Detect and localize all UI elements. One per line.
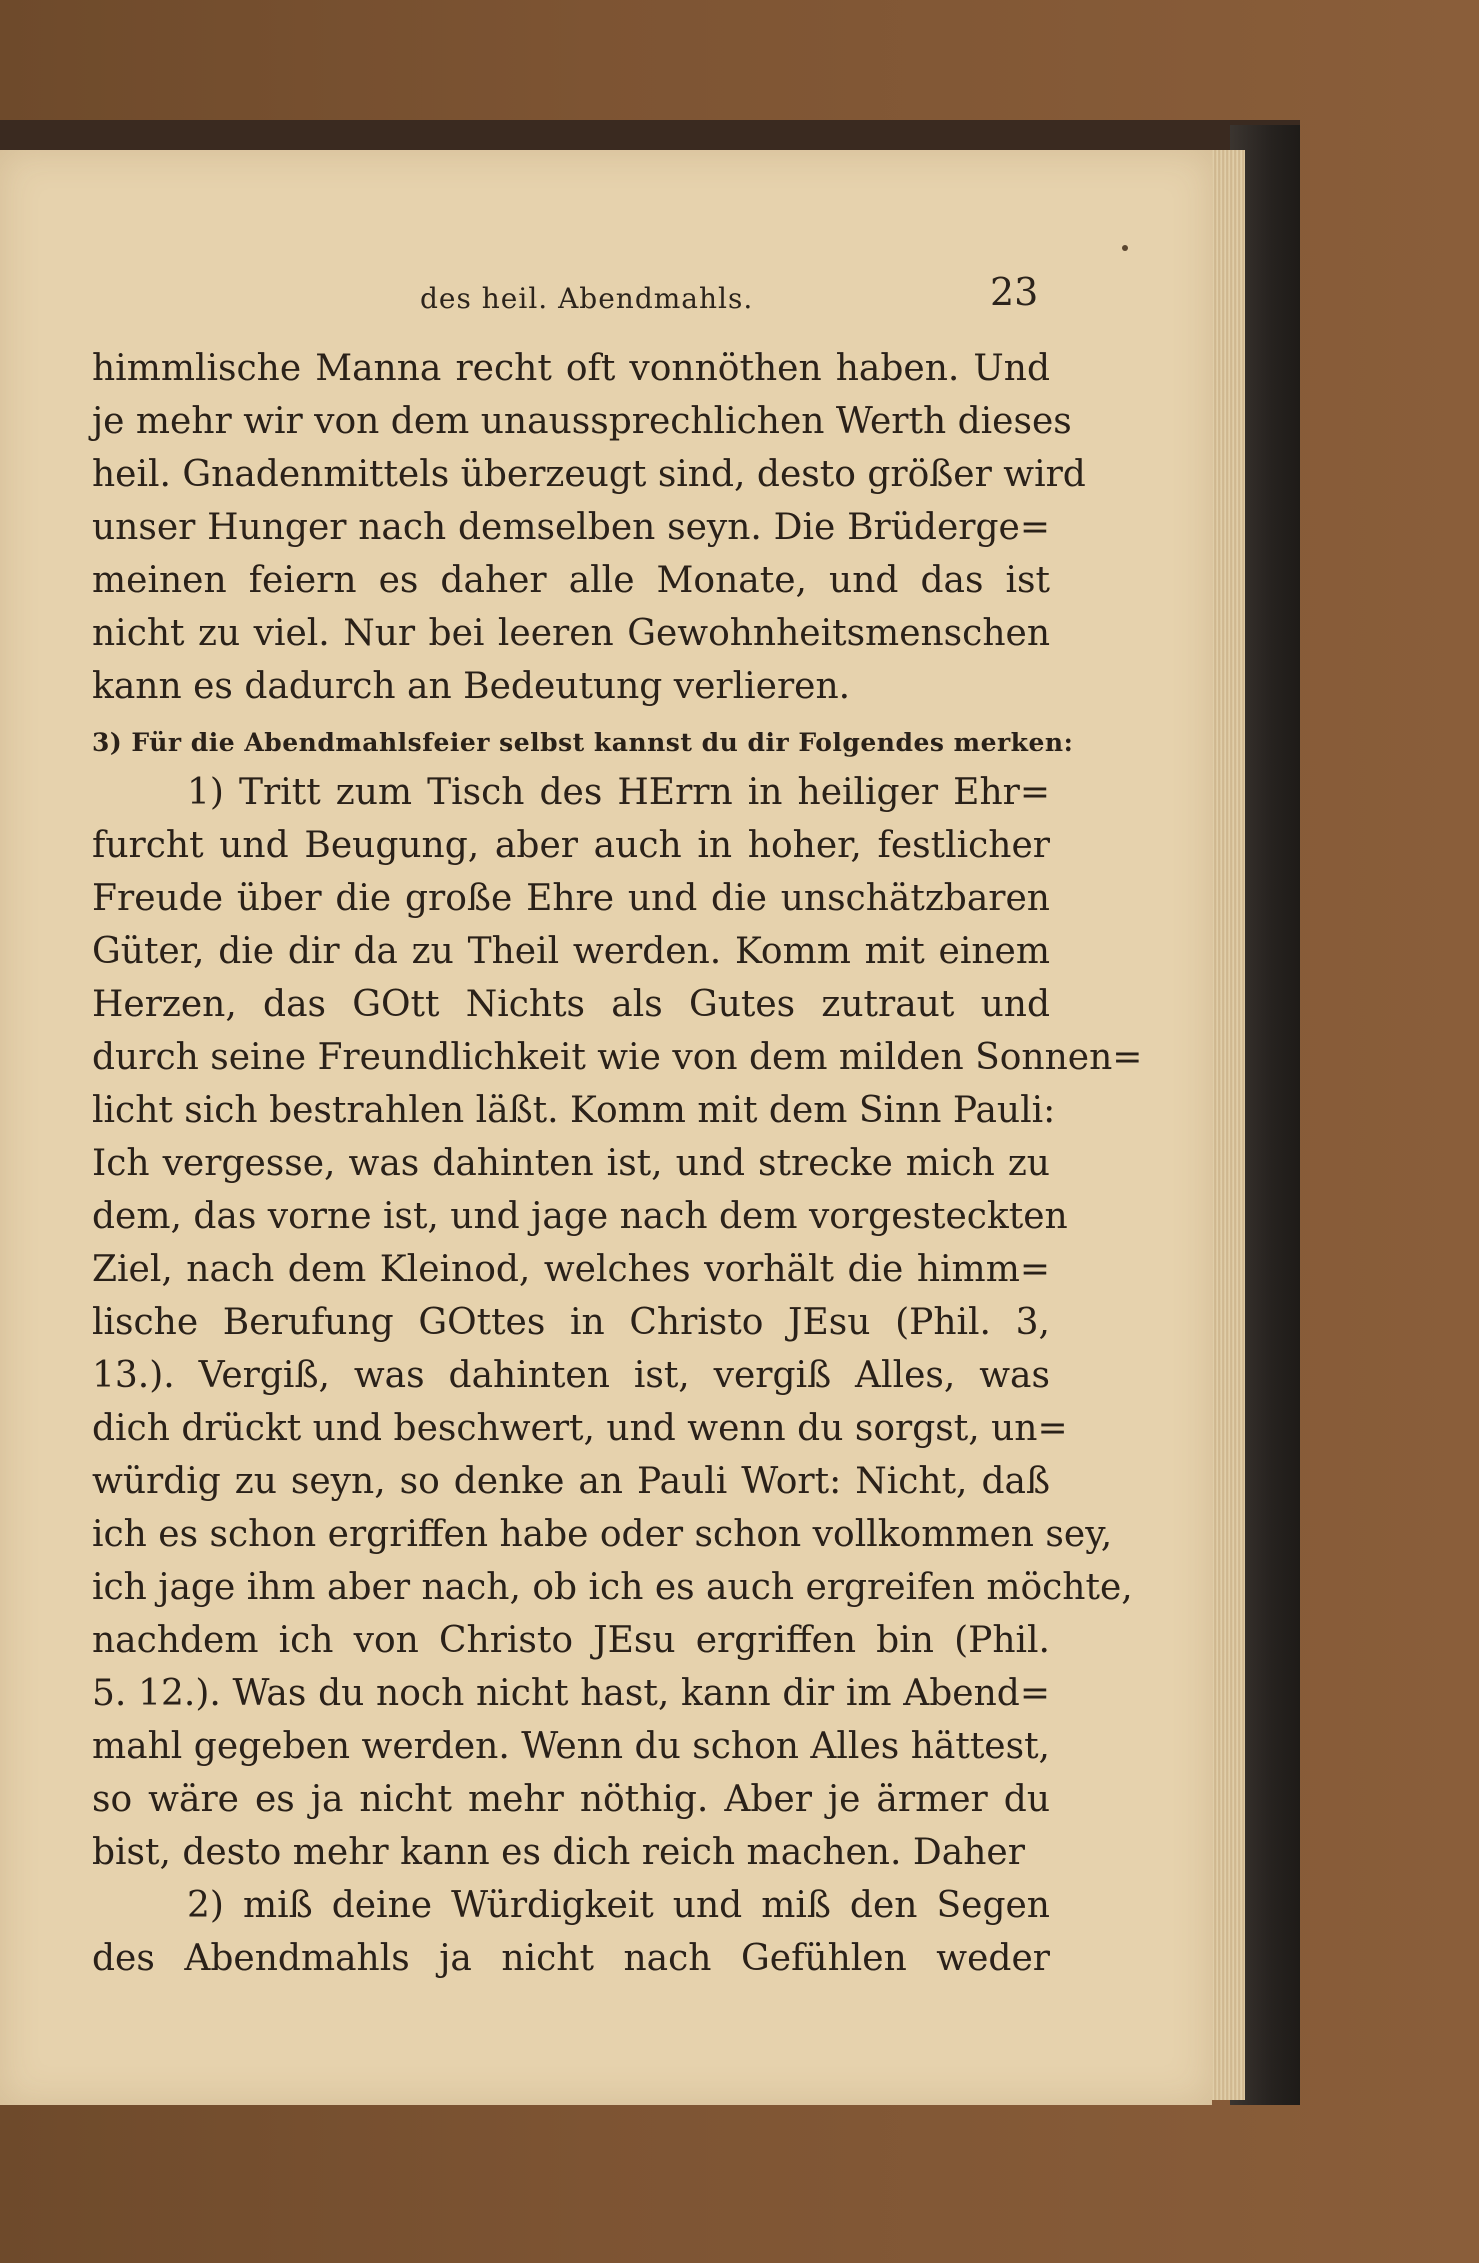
text-line: so wäre es ja nicht mehr nöthig. Aber je ärmer du (92, 1779, 1050, 1820)
text-line: lische Berufung GOttes in Christo JEsu (Phil. 3, (92, 1302, 1050, 1343)
text-line: nachdem ich von Christo JEsu ergriffen bin (Phil. (92, 1620, 1050, 1661)
text-line: Ziel, nach dem Kleinod, welches vorhält die himm= (92, 1249, 1050, 1290)
text-line: je mehr wir von dem unaussprechlichen Werth dieses (92, 401, 1072, 442)
book-cover-top-edge (0, 120, 1300, 150)
text-line: mahl gegeben werden. Wenn du schon Alles hättest, (92, 1726, 1050, 1767)
running-title: des heil. Abendmahls. (420, 282, 754, 315)
text-line: himmlische Manna recht oft vonnöthen haben. Und (92, 348, 1050, 389)
text-line: licht sich bestrahlen läßt. Komm mit dem Sinn Pauli: (92, 1090, 1056, 1131)
text-line: 5. 12.). Was du noch nicht hast, kann dir im Abend= (92, 1673, 1050, 1714)
text-line: Freude über die große Ehre und die unschätzbaren (92, 878, 1050, 919)
text-line: meinen feiern es daher alle Monate, und das ist (92, 560, 1050, 601)
text-line: furcht und Beugung, aber auch in hoher, festlicher (92, 825, 1050, 866)
text-line: dich drückt und beschwert, und wenn du sorgst, un= (92, 1408, 1068, 1449)
text-line: ich es schon ergriffen habe oder schon vollkommen sey, (92, 1514, 1113, 1555)
text-line: Güter, die dir da zu Theil werden. Komm mit einem (92, 931, 1050, 972)
text-line: Ich vergesse, was dahinten ist, und strecke mich zu (92, 1143, 1050, 1184)
text-line: des Abendmahls ja nicht nach Gefühlen weder (92, 1938, 1050, 1979)
text-line: nicht zu viel. Nur bei leeren Gewohnheitsmenschen (92, 613, 1050, 654)
section-heading: 3) Für die Abendmahlsfeier selbst kannst du dir Folgendes merken: (92, 728, 1074, 757)
text-line: kann es dadurch an Bedeutung verlieren. (92, 666, 851, 707)
text-line: unser Hunger nach demselben seyn. Die Brüderge= (92, 507, 1050, 548)
page-speck (1122, 245, 1128, 251)
text-line: 13.). Vergiß, was dahinten ist, vergiß Alles, was (92, 1355, 1050, 1396)
page-number: 23 (990, 270, 1039, 314)
text-line: Herzen, das GOtt Nichts als Gutes zutraut und (92, 984, 1050, 1025)
text-line: würdig zu seyn, so denke an Pauli Wort: Nicht, daß (92, 1461, 1050, 1502)
text-line: 1) Tritt zum Tisch des HErrn in heiliger Ehr= (187, 772, 1050, 813)
body-text (92, 342, 1143, 1985)
text-line: dem, das vorne ist, und jage nach dem vorgesteckten (92, 1196, 1068, 1237)
text-line: durch seine Freundlichkeit wie von dem milden Sonnen= (92, 1037, 1143, 1078)
text-line: bist, desto mehr kann es dich reich machen. Daher (92, 1832, 1025, 1873)
text-line: ich jage ihm aber nach, ob ich es auch ergreifen möchte, (92, 1567, 1133, 1608)
text-line: heil. Gnadenmittels überzeugt sind, desto größer wird (92, 454, 1086, 495)
text-line: 2) miß deine Würdigkeit und miß den Segen (187, 1885, 1050, 1926)
